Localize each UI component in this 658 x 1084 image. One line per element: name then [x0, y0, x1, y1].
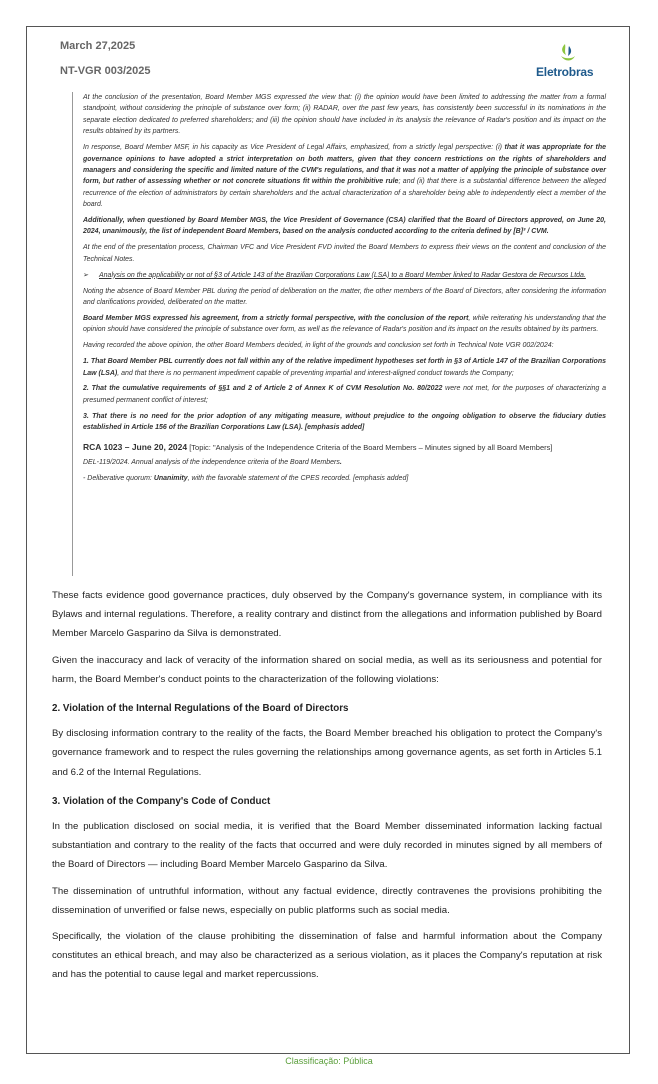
body-paragraph: By disclosing information contrary to the reality of the facts, the Board Member breached his obligation to protect the Company's governance framework and to respect the rules governing the relationships among governance agents, as set forth in Articles 5.1 and 6.2 of the Internal Regulations. — [52, 728, 602, 778]
quote-paragraph: Noting the absence of Board Member PBL during the period of deliberation on the matter, the other members of the Board of Directors, after considering the information and clarifications provided, deliberated on the matter. — [83, 287, 606, 306]
document-reference: NT-VGR 003/2025 — [60, 65, 151, 77]
quote-decision-1: 1. That Board Member PBL currently does not fall within any of the relative impediment hypotheses set forth in §3 of Article 147 of the Brazilian Corporations Law (LSA), and that there is no permanent impediment capable of preventing impartial and interest-aligned conduct towards the Company; — [83, 358, 606, 377]
quote-paragraph: In response, Board Member MSF, in his capacity as Vice President of Legal Affairs, emphasized, from a strictly legal perspective: (i) that it was appropriate for the governance opinions to have adopted a strict interpretation on both matters, given that they concern restrictions on the rights of shareholders and managers and considering the specific and limited nature of the CVM's regulations, and that it was not a matter of applying the principle of substance over form, but rather of assessing whether or not concrete situations fit within the prohibitive rule; and (ii) that there is a substantial difference between the alleged recurrence of the election of administrators by certain shareholders and the actual characterization of a shareholder being able to independently elect a member of the board. — [83, 144, 606, 209]
quote-bullet-item: ➢ Analysis on the applicability or not of §3 of Article 143 of the Brazilian Corporations Law (LSA) to a Board Member linked to Radar Gestora de Recursos Ltda. — [83, 270, 606, 281]
main-body — [52, 586, 602, 992]
arrow-bullet-icon: ➢ — [83, 271, 89, 279]
body-paragraph: The dissemination of untruthful information, without any factual evidence, directly contravenes the provisions prohibiting the dissemination of unverified or false news, especially on public platforms such as social media. — [52, 885, 602, 916]
quote-paragraph: At the conclusion of the presentation, Board Member MGS expressed the view that: (i) the opinion would have been limited to addressing the matter from a formal standpoint, without considering the principle of substance over form; (ii) RADAR, over the past few years, has consistently been successful in its nominations in the separate election dedicated to preferred shareholders; and (iii) the opinion should have included in its analysis the relevance of Radar's position and its impact on the results obtained by its partners. — [83, 94, 606, 136]
section-heading-3: 3. Violation of the Company's Code of Conduct — [52, 795, 271, 807]
logo-text: Eletrobras — [536, 65, 594, 79]
body-paragraph: Specifically, the violation of the clause prohibiting the dissemination of false and harmful information about the Company constitutes an ethical breach, and may also be characterized as a serious violation, as it places the Company's reputation at risk and has the potential to cause legal and market repercussions. — [52, 931, 602, 981]
deliberation-reference: DEL-119/2024. Annual analysis of the independence criteria of the Board Members. — [83, 459, 342, 467]
quote-decision-3: 3. That there is no need for the prior adoption of any mitigating measure, without prejudice to the ongoing obligation to observe the fiduciary duties established in Article 156 of the Brazilian Corporations Law (LSA). [emphasis added] — [83, 412, 606, 432]
deliberative-quorum: - Deliberative quorum: Unanimity, with the favorable statement of the CPES recorded. [emphasis added] — [83, 475, 409, 483]
quote-decision-2: 2. That the cumulative requirements of §§1 and 2 of Article 2 of Annex K of CVM Resolution No. 80/2022 were not met, for the purposes of characterizing a presumed permanent conflict of interest; — [83, 385, 606, 404]
document-date: March 27,2025 — [60, 40, 136, 52]
classification-footer: Classificação: Pública — [285, 1056, 373, 1066]
section-heading-2: 2. Violation of the Internal Regulations of the Board of Directors — [52, 703, 349, 715]
eletrobras-logo — [536, 42, 598, 82]
quote-paragraph: Board Member MGS expressed his agreement, from a strictly formal perspective, with the conclusion of the report, while reiterating his understanding that the opinion should have considered the principle of substance over form, as well as the relevance of Radar's position and its impact on the results obtained by its partners. — [83, 314, 606, 334]
eletrobras-logo-icon — [558, 42, 578, 66]
body-paragraph: These facts evidence good governance practices, duly observed by the Company's governance system, in compliance with its Bylaws and internal regulations. Therefore, a reality contrary and distinct from the allegations and information published by Board Member Marcelo Gasparino da Silva is demonstrated. — [52, 590, 602, 640]
rca-reference: RCA 1023 – June 20, 2024 [Topic: "Analysis of the Independence Criteria of the Board Members – Minutes signed by all Board Members] — [83, 441, 553, 452]
quoted-minutes-block — [72, 92, 606, 576]
quote-paragraph: Additionally, when questioned by Board Member MGS, the Vice President of Governance (CSA) clarified that the Board of Directors approved, on June 20, 2024, unanimously, the list of independent Board Members, based on the analysis conducted according to the criteria defined by [B]³ / CVM. — [83, 217, 606, 236]
body-paragraph: In the publication disclosed on social media, it is verified that the Board Member disseminated information lacking factual substantiation and contrary to the reality of the facts that occurred and were duly recorded in minutes signed by all members of the Board of Directors — including Board Member Marcelo Gasparino da Silva. — [52, 821, 602, 871]
body-paragraph: Given the inaccuracy and lack of veracity of the information shared on social media, as well as its seriousness and potential for harm, the Board Member's conduct points to the characterization of the following violations: — [52, 654, 602, 685]
quote-paragraph: At the end of the presentation process, Chairman VFC and Vice President FVD invited the Board Members to express their views on the content and conclusion of the Technical Notes. — [83, 244, 606, 263]
quote-paragraph: Having recorded the above opinion, the other Board Members decided, in light of the grounds and conclusion set forth in Technical Note VGR 002/2024: — [83, 342, 554, 350]
